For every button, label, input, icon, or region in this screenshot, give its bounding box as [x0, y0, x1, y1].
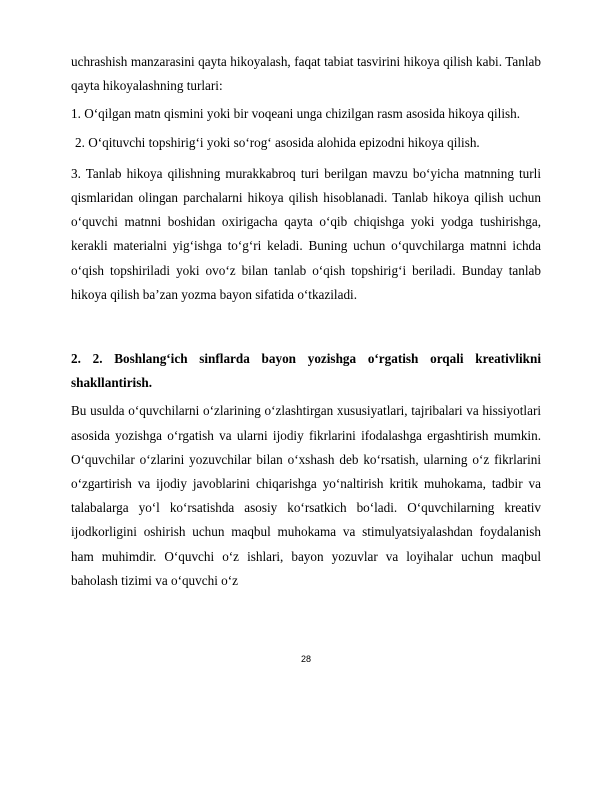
list-item-3: 3. Tanlab hikoya qilishning murakkabroq turi berilgan mavzu bo‘yicha matnning turli qismlaridan olingan parchalarni hikoya qilish hisoblanadi. Tanlab hikoya qilish uchun o‘quvchi matnni boshidan oxirigacha qayta o‘qib chiqishga yoki yodga tushirishga, kerakli materialni yig‘ishga to‘g‘ri keladi. Buning uchun o‘quvchilarga matnni ichda o‘qish topshiriladi yoki ovo‘z bilan tanlab o‘qish topshirig‘i beriladi. Bunday tanlab hikoya qilish ba’zan yozma bayon sifatida o‘tkaziladi. [71, 165, 541, 302]
section-heading: 2. 2. Boshlang‘ich sinflarda bayon yozishga o‘rgatish orqali kreativlikni shakllantirish. [71, 351, 541, 391]
page-body [71, 50, 541, 593]
list-item-1: 1. O‘qilgan matn qismini yoki bir voqeani unga chizilgan rasm asosida hikoya qilish. [71, 106, 521, 122]
paragraph-body: Bu usulda o‘quvchilarni o‘zlarining o‘zlashtirgan xususiyatlari, tajribalari va hissiyotlari asosida yozishga o‘rgatish va ularni ijodiy fikrlarini ifodalashga ergashtirish mumkin. O‘quvchilar o‘zlarini yozuvchilar bilan o‘xshash deb ko‘rsatish, ularning o‘z fikrlarini o‘zgartirish va ijodiy javoblarini chiqarishga yo‘naltirish kritik muhokama, tadbir va talabalarga yo‘l ko‘rsatishda asosiy ko‘rsatkich bo‘ladi. O‘quvchilarning kreativ ijodkorligini oshirish uchun maqbul muhokama va stimulyatsiyalashdan foydalanish ham muhimdir. O‘quvchi o‘z ishlari, bayon yozuvlar va loyihalar uchun maqbul baholash tizimi va o‘quvchi o‘z [71, 403, 541, 588]
page-number: 28 [300, 654, 311, 664]
list-item-2: 2. O‘qituvchi topshirig‘i yoki so‘rog‘ asosida alohida epizodni hikoya qilish. [75, 134, 480, 150]
paragraph-intro: uchrashish manzarasini qayta hikoyalash, faqat tabiat tasvirini hikoya qilish kabi. Tanlab qayta hikoyalashning turlari: [71, 54, 541, 94]
